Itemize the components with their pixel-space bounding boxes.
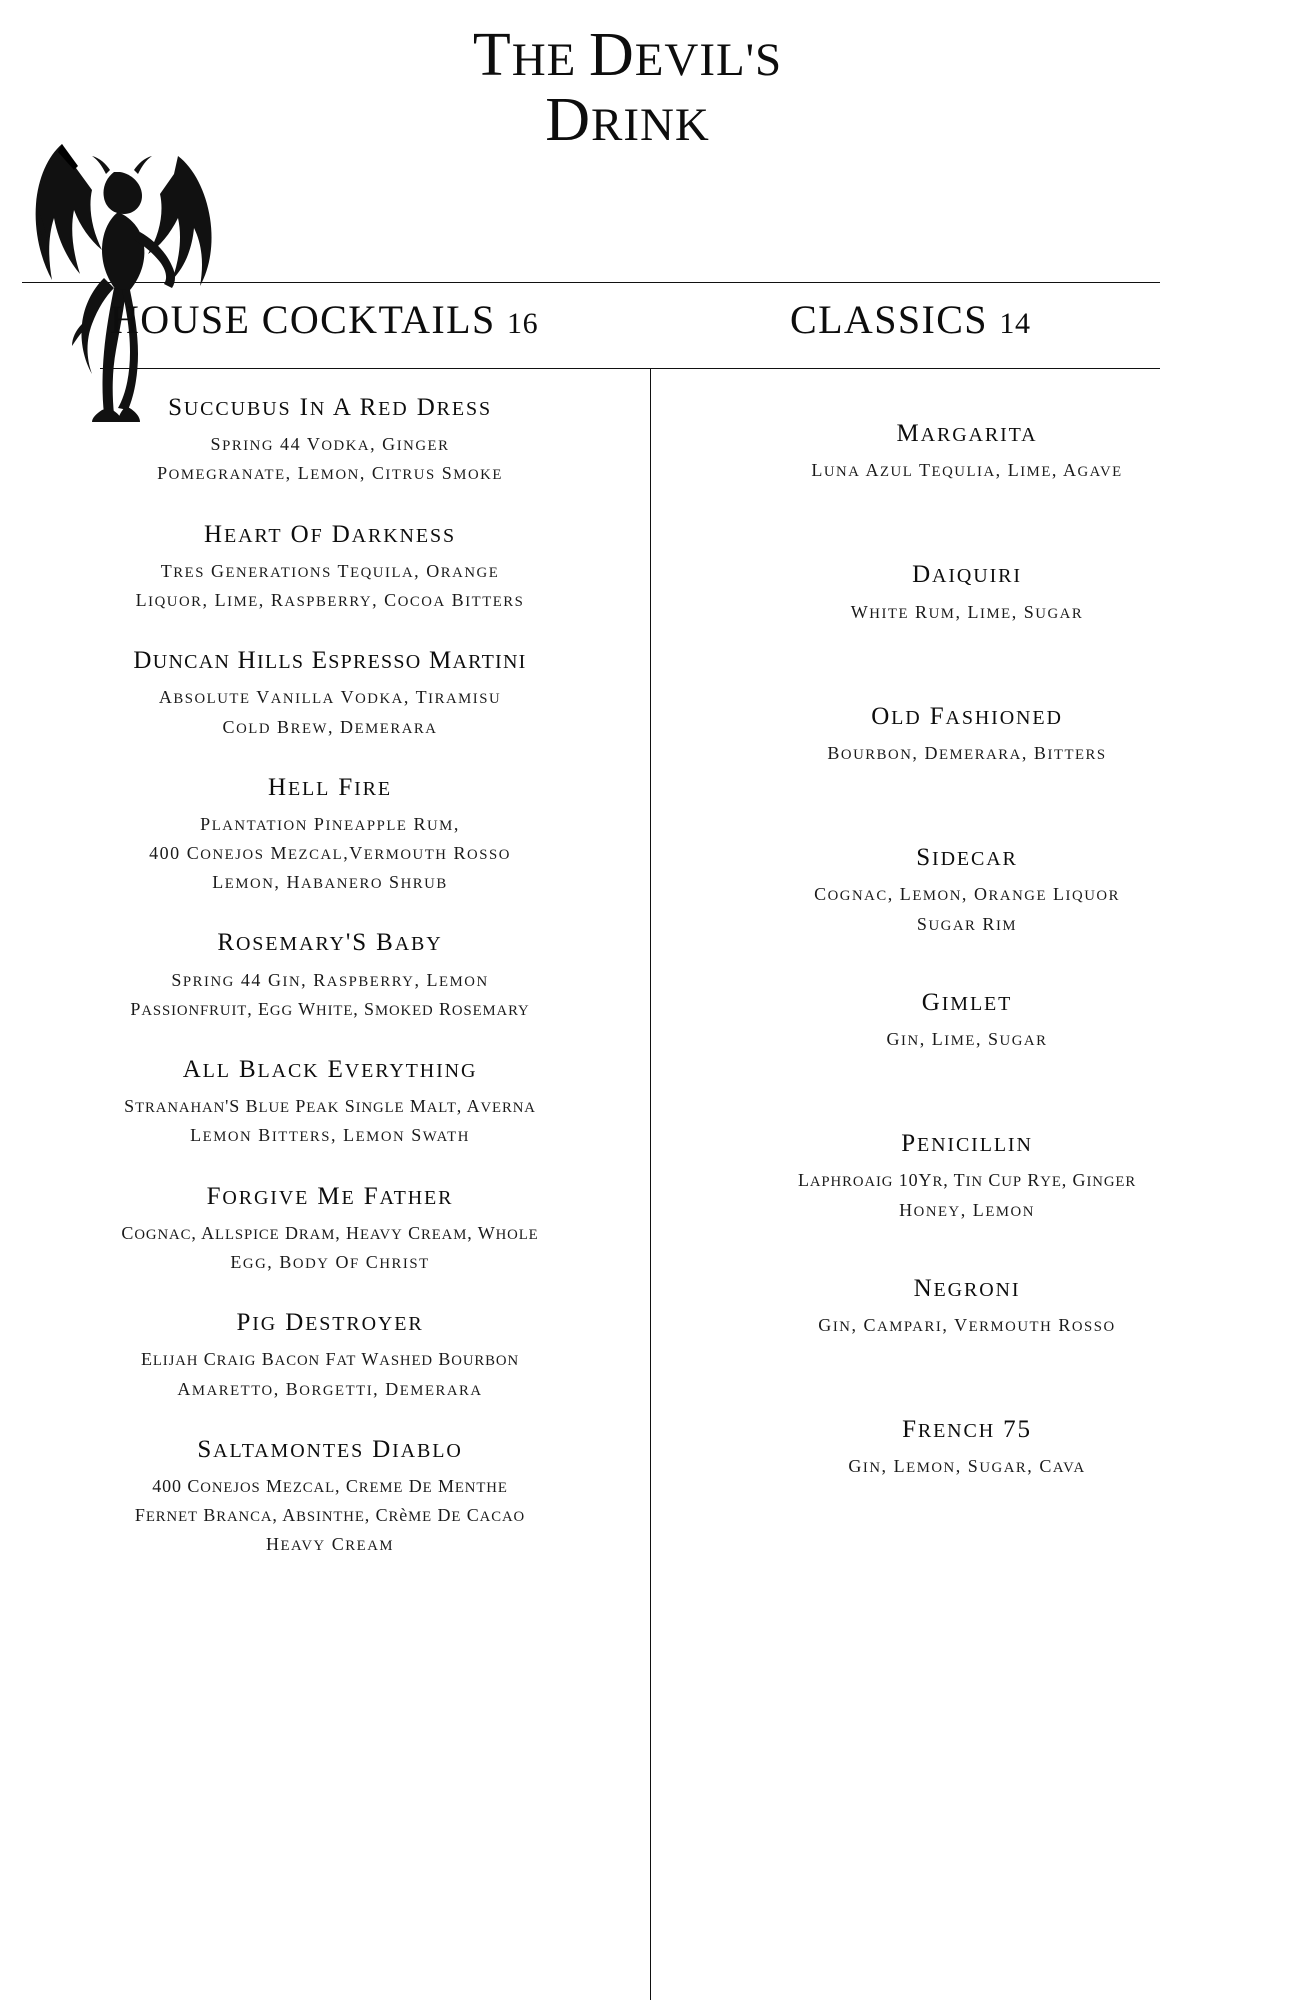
menu-item-name: MARGARITA [896, 420, 1038, 447]
column-classics [672, 392, 1262, 2000]
menu-columns [0, 392, 1295, 2000]
menu-item [30, 1181, 630, 1278]
menu-item-description-line: GIN, LEMON, SUGAR, CAVA [848, 1456, 1086, 1477]
menu-item-description-line: WHITE RUM, LIME, SUGAR [850, 601, 1084, 622]
menu-item-description-line: SPRING 44 VODKA, GINGER [210, 434, 450, 455]
menu-item-name: HELL FIRE [268, 773, 392, 801]
section-heading-house-cocktails-label: HOUSE COCKTAILS [110, 297, 496, 342]
menu-item-description-line: LAPHROAIG 10YR, TIN CUP RYE, GINGER [797, 1170, 1137, 1191]
menu-item [672, 1128, 1262, 1225]
menu-item-name: DAIQUIRI [912, 561, 1022, 589]
menu-item [30, 1434, 630, 1560]
title-line-1-text: THE DEVIL'S [472, 21, 783, 89]
menu-item-description-line: LEMON BITTERS, LEMON SWATH [190, 1125, 470, 1146]
menu-item [30, 1307, 630, 1404]
menu-item-description-line: ABSOLUTE VANILLA VODKA, TIRAMISU [158, 687, 502, 708]
section-heading-classics [790, 296, 1031, 343]
menu-item-name: DUNCAN HILLS ESPRESSO MARTINI [133, 647, 527, 675]
menu-item-description-line: GIN, LIME, SUGAR [886, 1029, 1048, 1050]
menu-item-description-line: ELIJAH CRAIG BACON FAT WASHED BOURBON [140, 1349, 520, 1370]
menu-item-name: FORGIVE ME FATHER [206, 1182, 454, 1210]
section-heading-classics-label: CLASSICS [790, 297, 988, 342]
menu-item-name: SUCCUBUS IN A RED DRESS [168, 394, 492, 421]
header-rule-bottom [100, 368, 1160, 369]
menu-item [30, 772, 630, 898]
menu-item-description-line: LUNA AZUL TEQULIA, LIME, AGAVE [811, 460, 1123, 481]
menu-item [672, 987, 1262, 1054]
menu-item [30, 519, 630, 616]
menu-item-name: HEART OF DARKNESS [204, 520, 456, 548]
menu-item-name: SIDECAR [916, 844, 1018, 872]
section-heading-house-cocktails-price: 16 [507, 307, 539, 340]
menu-item [672, 842, 1262, 939]
menu-item [672, 1273, 1262, 1340]
header-rule-top [22, 282, 1160, 283]
menu-item-description-line: FERNET BRANCA, ABSINTHE, CRèME DE CACAO [134, 1505, 526, 1526]
menu-item-description-line: STRANAHAN'S BLUE PEAK SINGLE MALT, AVERNA [124, 1096, 536, 1117]
menu-item-description-line: PLANTATION PINEAPPLE RUM, [200, 813, 460, 834]
menu-item-description-line: BOURBON, DEMERARA, BITTERS [827, 743, 1107, 764]
menu-item [672, 701, 1262, 768]
menu-item-description-line: 400 CONEJOS MEZCAL,VERMOUTH ROSSO [149, 843, 511, 864]
menu-item-name: ROSEMARY'S BABY [217, 929, 443, 957]
column-house-cocktails [30, 392, 630, 2000]
menu-item-description-line: LIQUOR, LIME, RASPBERRY, COCOA BITTERS [135, 589, 525, 610]
menu-item-description-line: PASSIONFRUIT, EGG WHITE, SMOKED ROSEMARY [130, 998, 530, 1019]
menu-item-name: SALTAMONTES DIABLO [197, 1435, 463, 1463]
menu-item-description-line: LEMON, HABANERO SHRUB [212, 872, 448, 893]
menu-item-name: OLD FASHIONED [871, 702, 1063, 730]
menu-item [30, 392, 630, 489]
menu-header [0, 0, 1295, 268]
menu-item [30, 927, 630, 1024]
winged-devil-illustration [18, 108, 248, 428]
menu-item [672, 1414, 1262, 1481]
menu-item [672, 418, 1262, 485]
menu-item-description-line: HEAVY CREAM [265, 1534, 395, 1555]
title-line-1 [60, 21, 1295, 89]
menu-item-description-line: HONEY, LEMON [899, 1199, 1035, 1220]
menu-item-description-line: COGNAC, ALLSPICE DRAM, HEAVY CREAM, WHOLE [121, 1222, 539, 1243]
menu-item [30, 1054, 630, 1151]
menu-item-description-line: AMARETTO, BORGETTI, DEMERARA [177, 1378, 483, 1399]
section-headings [0, 296, 1295, 362]
menu-item-description-line: EGG, BODY OF CHRIST [230, 1251, 430, 1272]
menu-item [672, 559, 1262, 626]
menu-item-description-line: COGNAC, LEMON, ORANGE LIQUOR [814, 884, 1120, 905]
menu-item-description-line: SUGAR RIM [916, 913, 1018, 934]
menu-item-description-line: TRES GENERATIONS TEQUILA, ORANGE [160, 560, 500, 581]
menu-item [30, 645, 630, 742]
menu-item-description-line: COLD BREW, DEMERARA [222, 716, 438, 737]
menu-item-description-line: GIN, CAMPARI, VERMOUTH ROSSO [818, 1315, 1116, 1335]
menu-item-name: PIG DESTROYER [236, 1309, 424, 1337]
title-line-2-text: DRINK [545, 86, 710, 155]
menu-item-name: GIMLET [921, 988, 1013, 1016]
section-heading-house-cocktails [110, 296, 538, 343]
menu-item-name: NEGRONI [913, 1274, 1021, 1302]
menu-item-description-line: 400 CONEJOS MEZCAL, CREME DE MENTHE [152, 1475, 508, 1496]
menu-item-name: PENICILLIN [901, 1130, 1033, 1158]
menu-item-description-line: SPRING 44 GIN, RASPBERRY, LEMON [171, 969, 489, 990]
menu-item-name: ALL BLACK EVERYTHING [182, 1055, 478, 1083]
section-heading-classics-price: 14 [999, 307, 1031, 340]
menu-item-description-line: POMEGRANATE, LEMON, CITRUS SMOKE [157, 463, 503, 484]
menu-item-name: FRENCH 75 [902, 1416, 1032, 1444]
